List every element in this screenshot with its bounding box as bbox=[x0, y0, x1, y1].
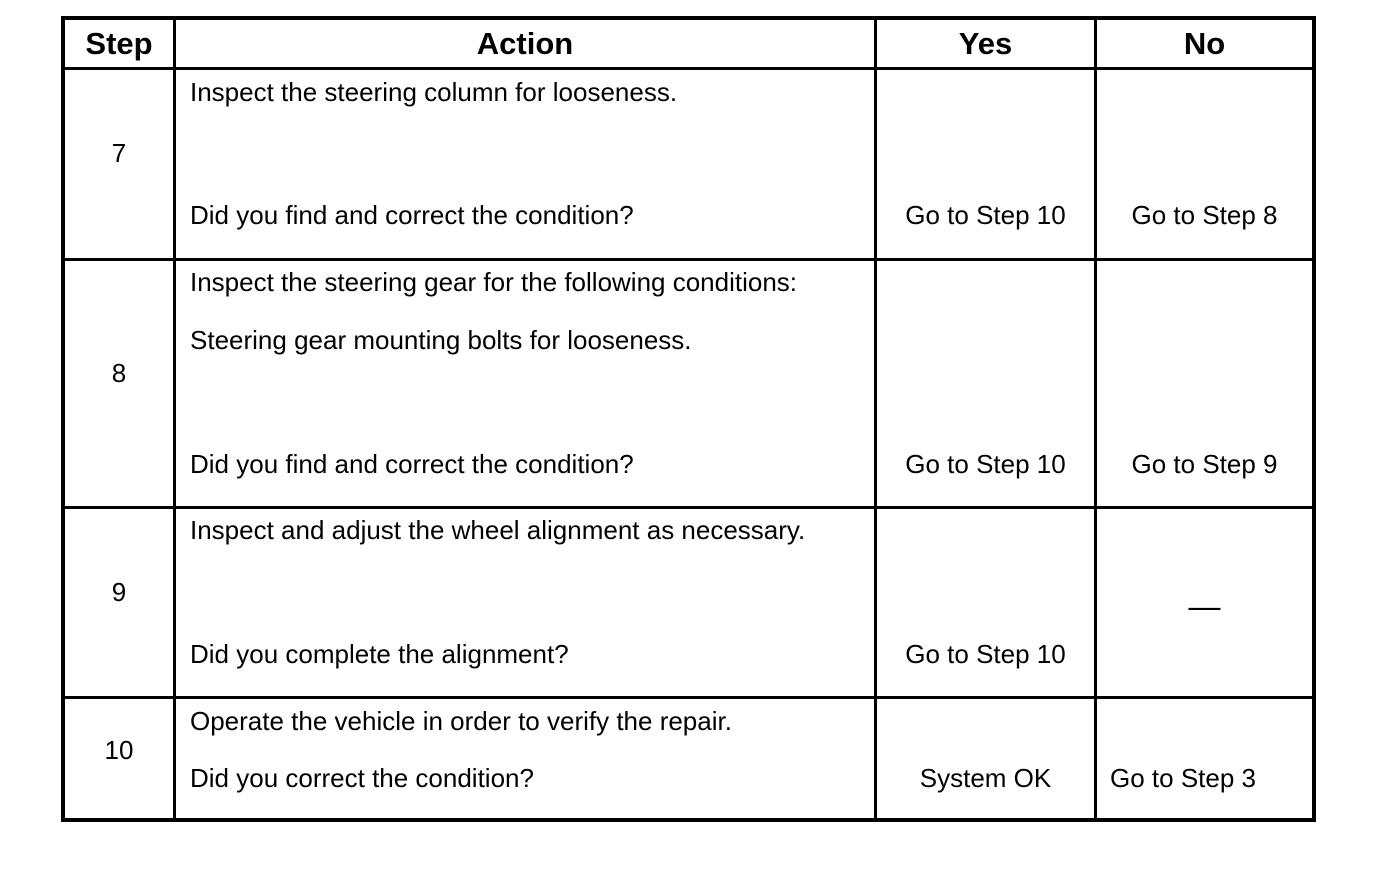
action-question: Did you correct the condition? bbox=[190, 763, 534, 793]
yes-result: Go to Step 10 bbox=[905, 200, 1066, 230]
header-yes: Yes bbox=[958, 26, 1013, 61]
action-question: Did you find and correct the condition? bbox=[190, 200, 634, 230]
action-text: Inspect the steering gear for the following conditions: bbox=[190, 267, 798, 297]
header-step: Step bbox=[85, 26, 153, 61]
action-text: Inspect and adjust the wheel alignment as necessary. bbox=[190, 515, 806, 545]
row-divider bbox=[65, 506, 1312, 509]
step-number: 10 bbox=[104, 735, 134, 765]
action-text: Inspect the steering column for looseness. bbox=[190, 77, 678, 107]
action-question: Did you complete the alignment? bbox=[190, 639, 569, 669]
header-no: No bbox=[1183, 26, 1226, 61]
step-number: 9 bbox=[111, 577, 127, 607]
header-action: Action bbox=[476, 26, 574, 61]
yes-result: Go to Step 10 bbox=[905, 449, 1066, 479]
yes-result: Go to Step 10 bbox=[905, 639, 1066, 669]
no-result: Go to Step 8 bbox=[1131, 200, 1278, 230]
no-result-dash: — bbox=[1188, 588, 1221, 624]
no-result: Go to Step 9 bbox=[1131, 449, 1278, 479]
action-text: Steering gear mounting bolts for looseness. bbox=[190, 325, 692, 355]
yes-result: System OK bbox=[919, 763, 1052, 793]
action-question: Did you find and correct the condition? bbox=[190, 449, 634, 479]
row-divider bbox=[65, 696, 1312, 699]
step-number: 7 bbox=[111, 138, 127, 168]
action-text: Operate the vehicle in order to verify the repair. bbox=[190, 706, 732, 736]
row-divider bbox=[65, 258, 1312, 261]
step-number: 8 bbox=[111, 358, 127, 388]
no-result: Go to Step 3 bbox=[1110, 763, 1256, 793]
diagnostic-table bbox=[61, 16, 1316, 822]
